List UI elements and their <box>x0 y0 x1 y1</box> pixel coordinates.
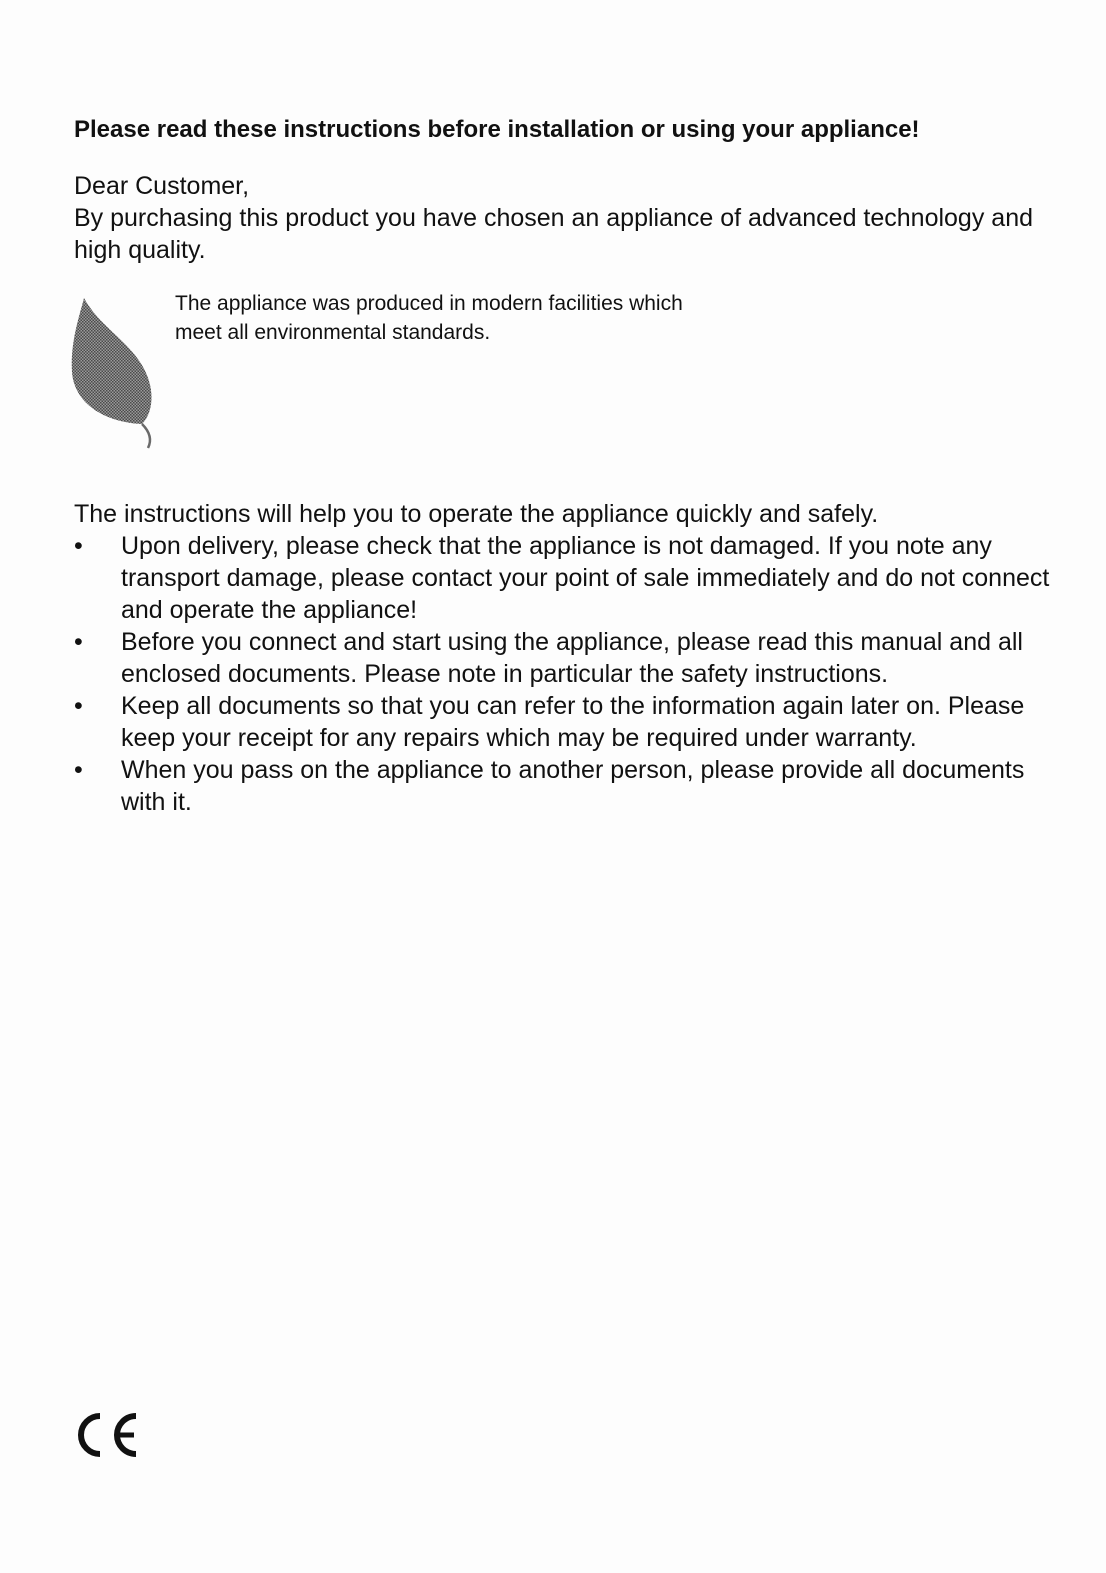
list-item <box>74 626 1054 690</box>
leaf-icon <box>70 294 160 450</box>
bullet-icon: • <box>74 628 83 656</box>
bullet-icon: • <box>74 532 83 560</box>
list-item-text: When you pass on the appliance to another person, please provide all documents with it. <box>121 756 1025 816</box>
intro-paragraph: By purchasing this product you have chosen an appliance of advanced technology and high quality. <box>74 204 1033 264</box>
list-item <box>74 754 1054 818</box>
list-item <box>74 530 1054 626</box>
ce-mark-icon <box>74 1410 140 1460</box>
eco-notice-text <box>175 289 875 347</box>
list-item-text: Before you connect and start using the appliance, please read this manual and all enclosed documents. Please note in particular the safety instructions. <box>121 628 1023 688</box>
greeting: Dear Customer, <box>74 172 250 200</box>
instructions-section <box>74 498 1054 818</box>
instructions-lead: The instructions will help you to operate the appliance quickly and safely. <box>74 500 879 528</box>
intro-section <box>74 170 1034 266</box>
list-item-text: Upon delivery, please check that the appliance is not damaged. If you note any transport damage, please contact your point of sale immediately and do not connect and operate the appliance! <box>121 532 1050 624</box>
page-heading: Please read these instructions before installation or using your appliance! <box>74 116 920 143</box>
instructions-list <box>74 530 1054 818</box>
bullet-icon: • <box>74 756 83 784</box>
eco-notice-line-2: meet all environmental standards. <box>175 321 491 344</box>
eco-notice-line-1: The appliance was produced in modern facilities which <box>175 292 683 315</box>
list-item <box>74 690 1054 754</box>
list-item-text: Keep all documents so that you can refer to the information again later on. Please keep your receipt for any repairs which may be required under warranty. <box>121 692 1025 752</box>
bullet-icon: • <box>74 692 83 720</box>
